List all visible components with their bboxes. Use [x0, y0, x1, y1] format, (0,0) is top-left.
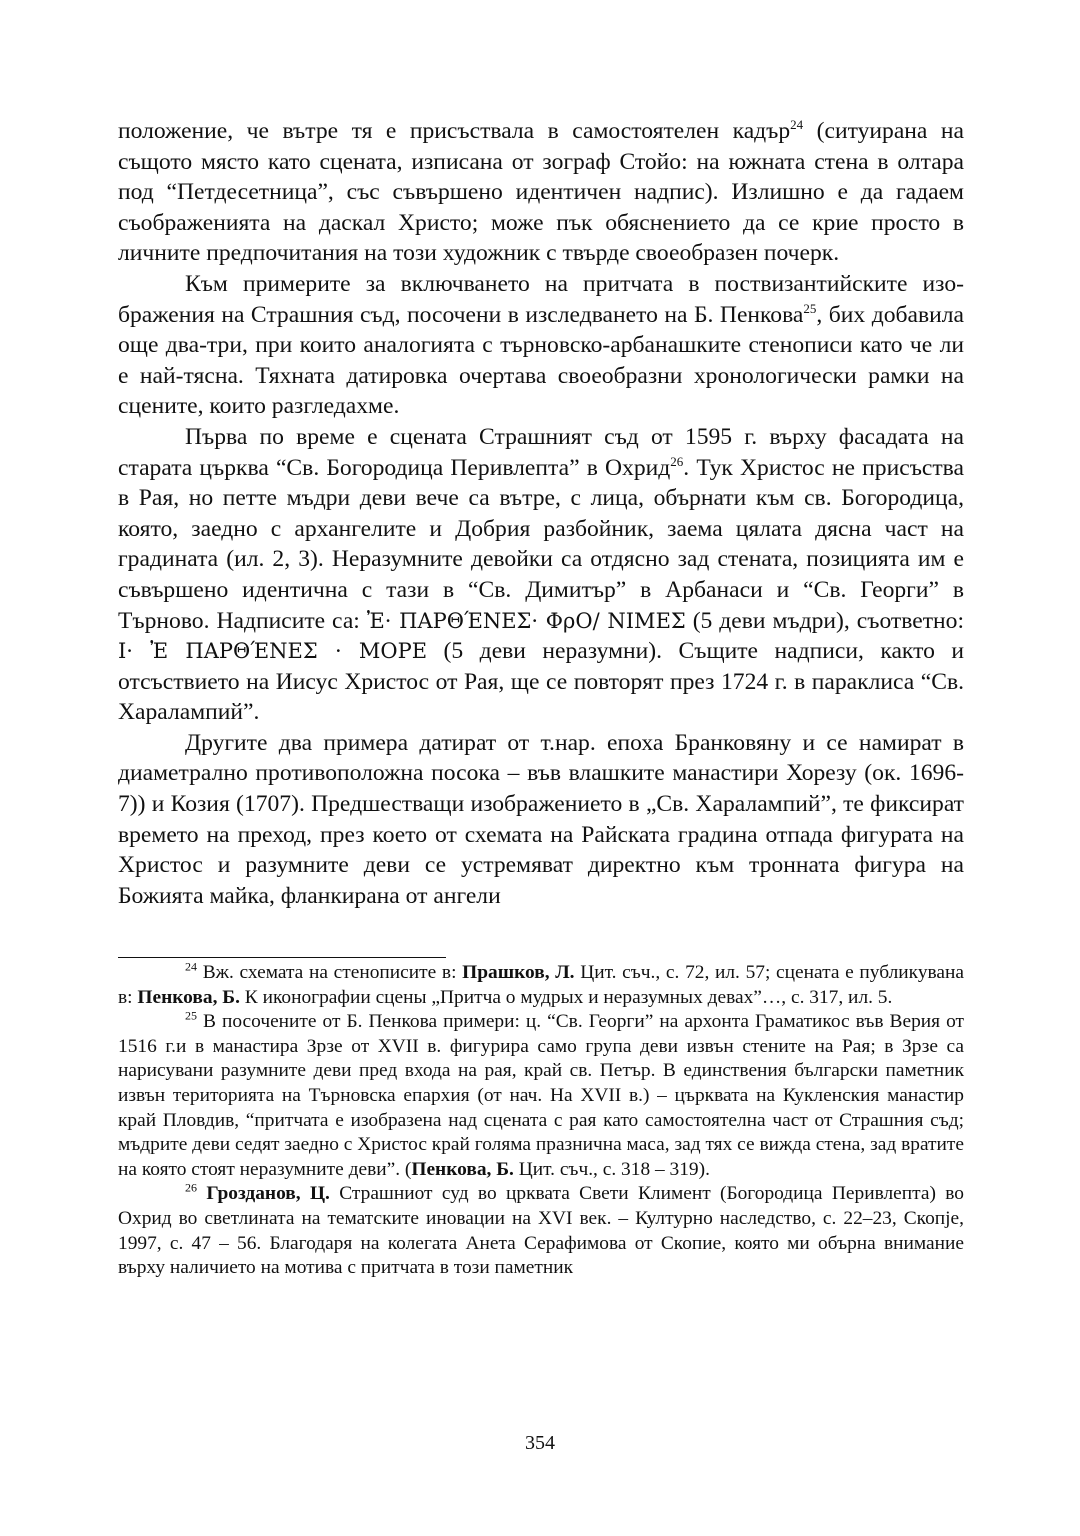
footnote-25 [118, 1010, 964, 1182]
paragraph-2 [118, 269, 964, 422]
paragraph-3-text-b: . Тук Христос не присъства в Рая, но петте мъдри деви вече са вътре, с лица, обърнати към св. Богородица, която, заедно с архангелите и Добрия разбойник, заема цялата дясна част на градината (ил. 2, 3). Неразумните девойки са отдясно зад стената, позицията им е съвършено идентична с тази в “Св. Димитър” в Арбанаси и “Св. Георги” в Търново. Надписите са: [118, 454, 964, 634]
paragraph-1 [118, 116, 964, 269]
greek-inscription-foolish: Ι· Ἐ ΠΑΡΘΈΝΕΣ · ΜΟΡΕ [118, 639, 428, 664]
footnote-number-25: 25 [185, 1008, 197, 1023]
footnote-26 [118, 1182, 964, 1280]
footnote-26-author: Грозданов, Ц. [206, 1183, 330, 1205]
paragraph-2-text-b: , бих добавила още два-три, при които аналогията с търновско-арбанашките стенописи като че ли е най-тясна. Тяхната датировка очертава своеобразни хронологически рамки на сцените, които разгледахме. [118, 301, 964, 420]
greek-inscription-wise: Ἐ· ΠΑΡΘΈΝΕΣ· ΦρΟ/ ΝΙΜΕΣ [366, 608, 686, 633]
paragraph-1-text-a: положение, че вътре тя е присъствала в самостоятелен кадър [118, 118, 791, 144]
footnote-number-26: 26 [185, 1180, 197, 1195]
footnote-separator [118, 957, 446, 958]
footnote-24-text-b: Цит. съч., с. 72, ил. 57; сцената е публикувана в: [118, 962, 965, 1008]
footnote-25-text-a: В посочените от Б. Пенкова примери: ц. “Св. Георги” на архонта Граматикос във Верия от 1516 г.и в манастира Зрзе от XVII в. фигурира само група деви извън стените на Рая; в Зрзе са нарисувани разумните деви пред входа на рая, край св. Петър. В единствения български паметник извън територията на Търновска епархия (от нач. На XVII в.) – църквата на Кукленския манастир край Пловдив, “притчата е изобразена над сцената с рая като самостоятелна част от Страшния съд; мъдрите деви седят заедно с Христос край голяма празнична маса, зад тях се вижда стена, зад вратите на която стоят неразумните деви”. ( [118, 1011, 964, 1180]
footnote-24 [118, 961, 964, 1010]
paragraph-3 [118, 422, 964, 728]
paragraph-1-text-b: (ситуирана на същото място като сцената, изписана от зограф Стойо: на южната стена в олтара под “Петдесетница”, със съвършено идентичен надпис). Излишно е да гадаем съображенията на даскал Христо; може пък обяснението да се крие просто в личните предпочитания на този художник с твърде своеобразен почерк. [118, 118, 964, 267]
footnote-ref-26[interactable]: 26 [670, 453, 684, 469]
footnotes [118, 961, 964, 1281]
footnote-26-text: Страшниот суд во црквата Свети Климент (Богородица Перивлепта) во Охрид во светлината на тематските иновации на XVI век. – Културно наследство, с. 22–23, Скопје, 1997, с. 47 – 56. Благодаря на колегата Анета Серафимова от Скопие, която ми обърна внимание върху наличието на мотива с притчата в този паметник [118, 1183, 964, 1279]
footnote-24-author-a: Прашков, Л. [462, 962, 575, 983]
footnote-24-text-a: Вж. схемата на стенописите в: [197, 962, 463, 983]
paragraph-4: Другите два примера датират от т.нар. епоха Бранковяну и се намират в диаметрално противоположна посока – във влашките манастири Хорезу (ок. 1696-7)) и Козия (1707). Предшестващи изображението в „Св. Харалампий”, те фиксират времето на преход, през което от схемата на Райската градина отпада фигурата на Христос и разумните деви се устремяват директно към тронната фигура на Божията майка, фланкирана от ангели [118, 729, 964, 909]
footnote-24-text-c: К иконографии сцены „Притча о мудрых и неразумных девах”…, с. 317, ил. 5. [239, 986, 893, 1008]
footnote-25-author: Пенкова, Б. [411, 1158, 514, 1180]
footnote-25-text-b: Цит. съч., с. 318 – 319). [513, 1158, 710, 1180]
page-number: 354 [525, 1432, 555, 1454]
main-text [118, 116, 964, 911]
footnote-ref-25[interactable]: 25 [803, 300, 817, 316]
footnote-number-24: 24 [185, 959, 197, 974]
paragraph-3-text-d: (5 деви неразумни). Същите надписи, както и отсъствието на Иисус Христос от Рая, ще се повторят през 1724 г. в параклиса “Св. Харалампий”. [118, 638, 964, 726]
paragraph-3-text-a: Първа по време е сцената Страшният съд от 1595 г. върху фасадата на старата църква “Св. Богородица Перивлепта” в Охрид [118, 423, 964, 481]
paragraph-2-text-a: Към примерите за включването на притчата в поствизантийските изображения на Страшния съд, посочени в изследването на Б. Пенкова [118, 270, 964, 328]
footnote-ref-24[interactable]: 24 [790, 117, 804, 133]
paragraph-3-text-c: (5 деви мъдри), съответно: [685, 607, 964, 634]
footnote-24-author-b: Пенкова, Б. [137, 986, 240, 1008]
